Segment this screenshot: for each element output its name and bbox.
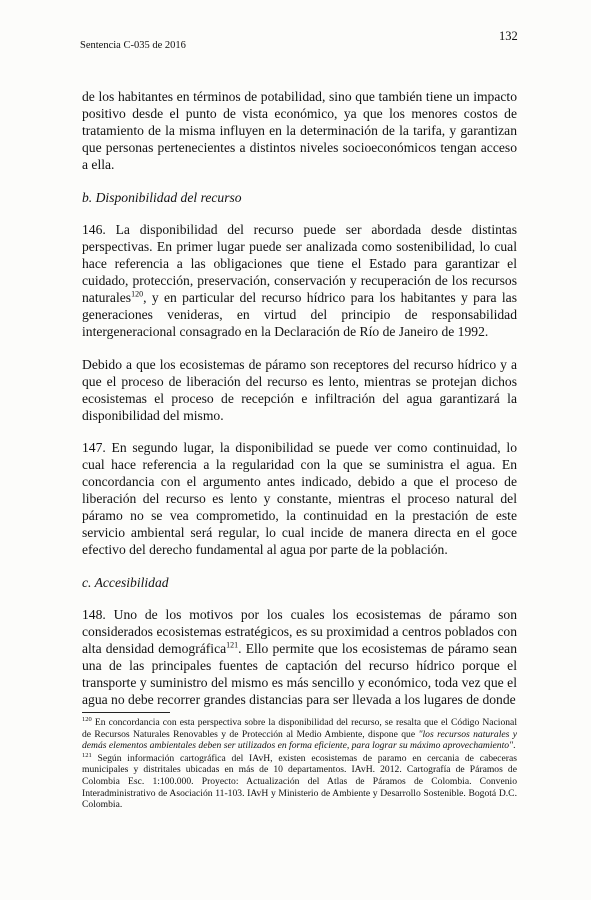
footnotes [82,717,517,812]
paragraph-continuation: de los habitantes en términos de potabilidad, sino que también tiene un impacto positivo desde el punto de vista económico, ya que los menores costos de tratamiento de la misma influyen en la determinación de la tarifa, y garantizan que personas pertenecientes a distintos niveles socioeconómicos tengan acceso a ella. [82,89,517,172]
footnote-ref-120[interactable]: 120 [131,289,144,299]
footnote-121 [82,753,517,811]
paragraph-147: 147. En segundo lugar, la disponibilidad se puede ver como continuidad, lo cual hace referencia a la regularidad con la que se suministra el agua. En concordancia con el argumento antes indicado, debido a que el proceso de liberación del recurso es lento y constante, mientras el proceso natural del páramo no se vea comprometido, la continuidad en la prestación de este servicio ambiental será regular, lo cual incide de manera directa en el goce efectivo del derecho fundamental al agua por parte de la población. [82,440,517,557]
footnote-ref-121[interactable]: 121 [226,640,239,650]
footnote-120-end: . [513,740,516,752]
footnote-separator [82,712,170,713]
body-text [82,88,517,724]
running-header: Sentencia C-035 de 2016 [80,40,186,51]
paragraph-148-part-2: . Ello permite que los ecosistemas de páramo sean una de las principales fuentes de captación del recurso hídrico porque el transporte y suministro del mismo es más sencillo y económico, toda vez que el agua no debe recorrer grandes distancias para ser llevada a los lugares de donde [82,641,517,707]
page-number: 132 [499,29,518,43]
footnote-120 [82,717,517,752]
paragraph-148 [82,606,517,708]
paragraph-146 [82,221,517,340]
footnote-121-text: Según información cartográfica del IAvH, existen ecosistemas de paramo en cercania de cabeceras municipales y distritales ubicadas en más de 10 departamentos. IAvH. 2012. Cartografía de Páramos de Colombia Esc. 1:100.000. Proyecto: Actualización del Atlas de Páramos de Colombia. Convenio Interadministrativo de Asociación 11-103. IAvH y Ministerio de Ambiente y Desarrollo Sostenible. Bogotá D.C. Colombia. [82,752,517,811]
section-heading-c: c. Accesibilidad [82,574,169,590]
footnote-120-mark: 120 [82,715,92,723]
footnote-120-quote: "los recursos naturales y demás elementos ambientales deben ser utilizados en forma eficiente, para lograr su máximo aprovechamiento" [82,728,518,752]
section-heading-b: b. Disponibilidad del recurso [82,189,242,205]
footnote-120-text: En concordancia con esta perspectiva sobre la disponibilidad del recurso, se resalta que el Código Nacional de Recursos Naturales Renovables y de Protección al Medio Ambiente, dispone que [82,717,517,740]
paragraph-148-part-1: 148. Uno de los motivos por los cuales los ecosistemas de páramo son considerados ecosistemas estratégicos, es su proximidad a centros poblados con alta densidad demográfica [82,607,517,656]
paragraph-146-part-2: , y en particular del recurso hídrico para los habitantes y para las generaciones venideras, en virtud del principio de responsabilidad intergeneracional consagrado en la Declaración de Río de Janeiro de 1992. [82,290,517,339]
paragraph-146-part-1: 146. La disponibilidad del recurso puede ser abordada desde distintas perspectivas. En primer lugar puede ser analizada como sostenibilidad, lo cual hace referencia a las obligaciones que tiene el Estado para garantizar el cuidado, protección, preservación, conservación y recuperación de los recursos naturales [82,222,517,305]
paragraph-debido: Debido a que los ecosistemas de páramo son receptores del recurso hídrico y a que el proceso de liberación del recurso es lento, mientras se protejan dichos ecosistemas el proceso de recepción e infiltración del agua garantizará la disponibilidad del mismo. [82,356,517,423]
footnote-121-mark: 121 [82,751,92,759]
